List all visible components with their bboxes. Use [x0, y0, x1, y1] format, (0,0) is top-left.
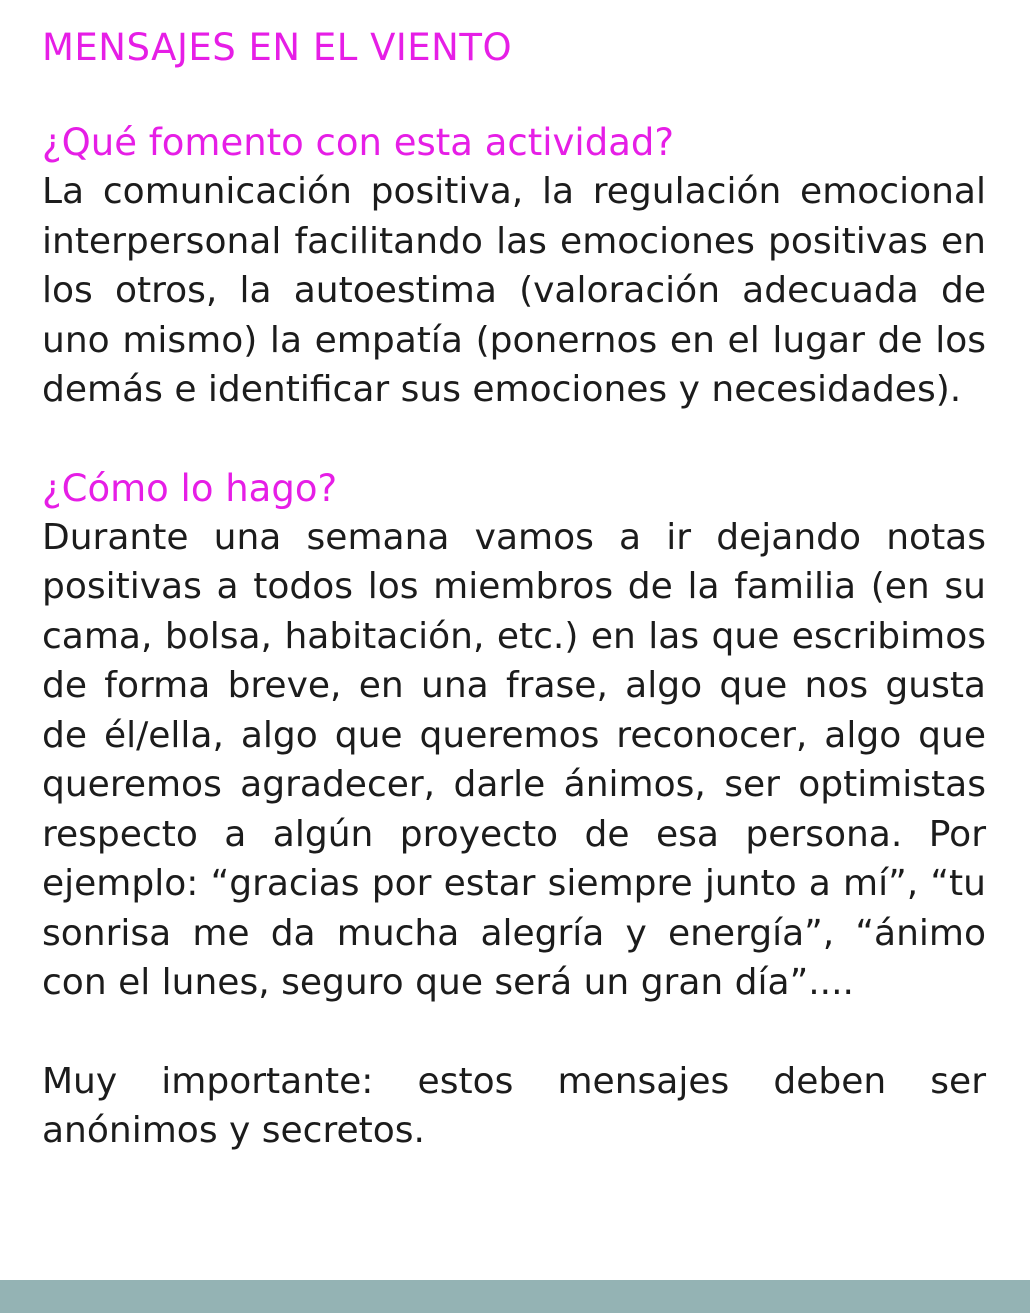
spacer	[42, 415, 986, 464]
important-note: Muy importante: estos mensajes deben ser anónimos y secretos.	[42, 1060, 986, 1151]
document-page	[42, 22, 986, 1156]
footer-bar	[0, 1280, 1030, 1313]
spacer	[42, 1008, 986, 1057]
section-heading-how: ¿Cómo lo hago?	[42, 466, 338, 510]
document-title: MENSAJES EN EL VIENTO	[42, 26, 513, 69]
section-text-how: Durante una semana vamos a ir dejando notas positivas a todos los miembros de la familia (en su cama, bolsa, habitación, etc.) en las que escribimos de forma breve, en una frase, algo que nos gusta de él/ella, algo que queremos reconocer, algo que queremos agradecer, darle ánimos, ser optimistas respecto a algún proyecto de esa persona. Por ejemplo: “gracias por estar siempre junto a mí”, “tu sonrisa me da mucha alegría y energía”, “ánimo con el lunes, seguro que será un gran día”....	[42, 516, 986, 1003]
section-text-purpose: La comunicación positiva, la regulación emocional interpersonal facilitando las emociones positivas en los otros, la autoestima (valoración adecuada de uno mismo) la empatía (ponernos en el lugar de los demás e identificar sus emociones y necesidades).	[42, 171, 986, 410]
section-heading-purpose: ¿Qué fomento con esta actividad?	[42, 121, 674, 164]
